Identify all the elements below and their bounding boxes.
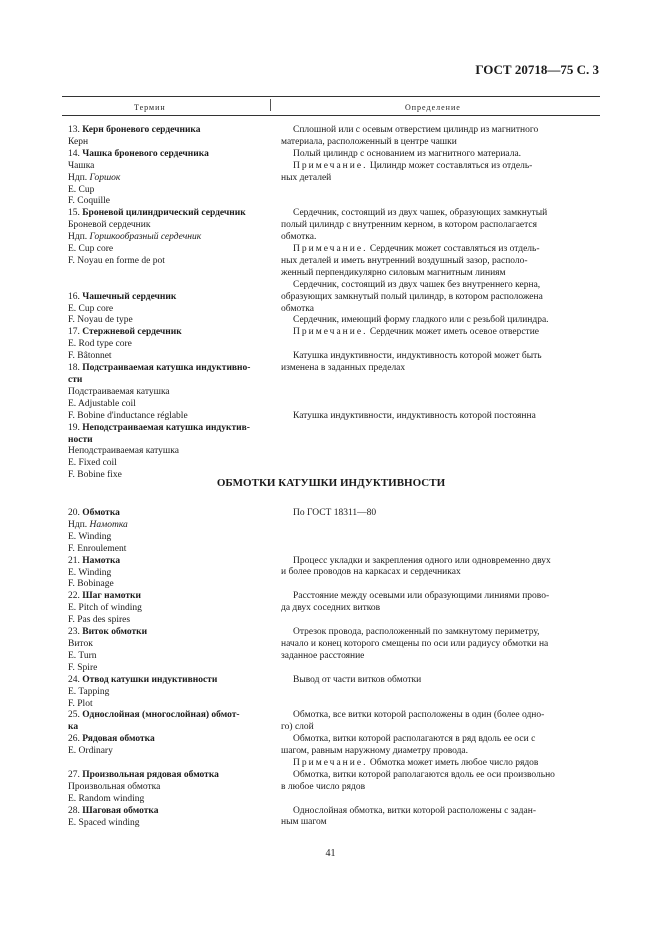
terms-block-2 (68, 508, 268, 829)
text-line (281, 315, 598, 327)
text-line (68, 292, 268, 304)
term-number: 19. (68, 422, 80, 433)
deprecated-prefix: Ндп. (68, 172, 88, 183)
text-line (281, 544, 598, 556)
line-text: F. Bâtonnet (68, 351, 112, 362)
text-line (281, 196, 598, 208)
text-line (281, 173, 598, 185)
terms-block-1 (68, 125, 268, 482)
text-line (68, 699, 268, 711)
text-line (68, 149, 268, 161)
text-line (281, 817, 598, 829)
text-line (68, 734, 268, 746)
line-text: Обмотка, витки которой располагаются в ряд вдоль ее оси с (293, 734, 536, 745)
line-text: в любое число рядов (281, 781, 366, 792)
text-line (68, 639, 268, 651)
line-text: F. Bobinage (68, 579, 114, 590)
term-number: 15. (68, 208, 80, 219)
note-label: Примечание. (293, 757, 368, 768)
line-text: E. Turn (68, 650, 97, 661)
line-text: ных деталей (281, 172, 332, 183)
line-text: E. Ordinary (68, 746, 113, 757)
text-line (68, 770, 268, 782)
line-text: E. Rod type core (68, 339, 132, 350)
term-number: 14. (68, 148, 80, 159)
line-text: Подстраиваемая катушка (68, 386, 170, 397)
line-text: Обмотка, витки которой раполагаются вдоль ее оси произвольно (293, 769, 555, 780)
text-line (281, 532, 598, 544)
text-line (281, 256, 598, 268)
text-line (68, 315, 268, 327)
term-name: Броневой цилиндрический сердечник (82, 208, 246, 219)
header-top-rule (62, 96, 600, 97)
line-text: E. Cup core (68, 244, 114, 255)
text-line (281, 161, 598, 173)
text-line (281, 351, 598, 363)
line-text: F. Plot (68, 698, 93, 709)
text-line (281, 508, 598, 520)
line-text: Отрезок провода, расположенный по замкнутому периметру, (293, 626, 540, 637)
text-line (68, 794, 268, 806)
definitions-block-1 (281, 125, 598, 423)
term-number: 24. (68, 674, 80, 685)
text-line (68, 423, 268, 435)
term-number: 20. (68, 508, 80, 518)
line-text: По ГОСТ 18311—80 (293, 508, 377, 518)
line-text: Броневой сердечник (68, 220, 151, 231)
text-line (281, 722, 598, 734)
document-header: ГОСТ 20718—75 С. 3 (475, 62, 599, 77)
line-text: го) слой (281, 722, 314, 733)
text-line (68, 363, 268, 375)
text-line (68, 208, 268, 220)
term-number: 18. (68, 363, 80, 374)
term-name: Шаговая обмотка (82, 805, 159, 816)
term-name: Подстраиваемая катушка индуктивно- (82, 363, 251, 374)
text-line (68, 268, 268, 280)
line-text: заданное расстояние (281, 650, 365, 661)
text-line (281, 746, 598, 758)
text-line (68, 687, 268, 699)
line-text: изменена в заданных пределах (281, 363, 406, 374)
text-line (68, 544, 268, 556)
term-name: Чашечный сердечник (82, 291, 177, 302)
line-text: Произвольная обмотка (68, 781, 161, 792)
line-text: F. Coquille (68, 196, 110, 207)
line-text: Керн (68, 136, 89, 147)
term-name: Неподстраиваемая катушка индуктив- (82, 422, 250, 433)
term-number: 22. (68, 591, 80, 602)
text-line (281, 770, 598, 782)
term-name: Произвольная рядовая обмотка (82, 769, 219, 780)
term-name: Отвод катушки индуктивности (82, 674, 218, 685)
line-text: Сердечник может составляться из отдель- (367, 244, 540, 255)
text-line (68, 651, 268, 663)
text-line (68, 161, 268, 173)
text-line (68, 603, 268, 615)
line-text: F. Bobine d'inductance réglable (68, 410, 188, 421)
term-number: 16. (68, 291, 80, 302)
term-number: 26. (68, 734, 80, 745)
text-line (68, 627, 268, 639)
line-text: E. Adjustable coil (68, 398, 136, 409)
text-line (281, 651, 598, 663)
text-line (68, 304, 268, 316)
deprecated-term: Намотка (89, 519, 128, 530)
text-line (68, 722, 268, 734)
line-text: Виток (68, 638, 93, 649)
text-line (68, 387, 268, 399)
text-line (281, 280, 598, 292)
text-line (281, 567, 598, 579)
text-line (281, 603, 598, 615)
deprecated-term: Горшок (89, 172, 121, 183)
text-line (68, 232, 268, 244)
term-number: 25. (68, 710, 80, 721)
text-line (68, 520, 268, 532)
text-line (68, 351, 268, 363)
line-text: E. Cup core (68, 303, 114, 314)
line-text: Расстояние между осевыми или образующими линиями прово- (293, 591, 550, 602)
line-text: F. Enroulement (68, 543, 127, 554)
header-bottom-rule (62, 115, 600, 116)
text-line (281, 710, 598, 722)
text-line (281, 615, 598, 627)
text-line (281, 411, 598, 423)
line-text: материала, расположенный в центре чашки (281, 136, 457, 147)
text-line (68, 710, 268, 722)
text-line (68, 568, 268, 580)
term-number: 13. (68, 125, 80, 135)
line-text: Сердечник, состоящий из двух чашек без внутреннего керна, (293, 279, 541, 290)
text-line (281, 244, 598, 256)
term-number: 17. (68, 327, 80, 338)
column-header-term: Термин (134, 103, 166, 112)
text-line (68, 256, 268, 268)
text-line (281, 794, 598, 806)
line-text: Полый цилиндр с основанием из магнитного материала. (293, 148, 522, 159)
text-line (281, 363, 598, 375)
line-text: E. Pitch of winding (68, 603, 142, 614)
line-text: E. Tapping (68, 686, 110, 697)
text-line (68, 615, 268, 627)
text-line (68, 446, 268, 458)
text-line (68, 411, 268, 423)
line-text: ным шагом (281, 817, 327, 828)
text-line (68, 173, 268, 185)
term-name: Чашка броневого сердечника (82, 148, 209, 159)
line-text: обмотка. (281, 232, 317, 243)
column-header-definition: Определение (405, 103, 461, 112)
line-text: F. Noyau de type (68, 315, 133, 326)
text-line (68, 327, 268, 339)
text-line (68, 399, 268, 411)
line-text: Сердечник, состоящий из двух чашек, образующих замкнутый (293, 208, 548, 219)
text-line (68, 185, 268, 197)
text-line (68, 339, 268, 351)
line-text: Однослойная обмотка, витки которой расположены с задан- (293, 805, 536, 816)
text-line (281, 220, 598, 232)
line-text: Катушка индуктивности, индуктивность которой постоянна (293, 410, 536, 421)
text-line (68, 663, 268, 675)
term-number: 21. (68, 555, 80, 566)
term-number: 27. (68, 769, 80, 780)
text-line (281, 137, 598, 149)
text-line (281, 185, 598, 197)
line-text: E. Winding (68, 531, 112, 542)
line-text: F. Bobine fixe (68, 470, 122, 481)
line-text: Вывод от части витков обмотки (293, 674, 422, 685)
line-text: Цилиндр может составляться из отдель- (367, 160, 533, 171)
text-line (281, 375, 598, 387)
line-text: F. Noyau en forme de pot (68, 255, 165, 266)
line-text: шагом, равным наружному диаметру провода. (281, 746, 469, 756)
text-line (68, 458, 268, 470)
term-name: ка (68, 722, 79, 733)
term-name: Стержневой сердечник (82, 327, 182, 338)
note-label: Примечание. (293, 244, 368, 255)
text-line (68, 818, 268, 830)
line-text: женный перпендикулярно силовым магнитным линиям (281, 267, 506, 278)
column-divider (270, 99, 271, 111)
line-text: полый цилиндр с внутренним керном, в котором располагается (281, 220, 538, 231)
text-line (281, 399, 598, 411)
term-name: Однослойная (многослойная) обмот- (82, 710, 240, 721)
text-line (281, 758, 598, 770)
deprecated-prefix: Ндп. (68, 232, 88, 243)
line-text: Чашка (68, 160, 95, 171)
line-text: Процесс укладки и закрепления одного или одновременно двух (293, 555, 551, 566)
text-line (281, 591, 598, 603)
term-name: Виток обмотки (82, 627, 148, 638)
text-line (281, 149, 598, 161)
text-line (68, 591, 268, 603)
text-line (281, 304, 598, 316)
term-name: Шаг намотки (82, 591, 141, 602)
text-line (281, 339, 598, 351)
section-title: ОБМОТКИ КАТУШКИ ИНДУКТИВНОСТИ (216, 477, 446, 489)
text-line (281, 327, 598, 339)
text-line (281, 782, 598, 794)
line-text: да двух соседних витков (281, 603, 381, 614)
text-line (68, 556, 268, 568)
line-text: Сердечник может иметь осевое отверстие (367, 327, 540, 338)
line-text: образующих замкнутый полый цилиндр, в котором расположена (281, 291, 543, 302)
term-name: Обмотка (82, 508, 120, 518)
term-name: ности (68, 434, 93, 445)
term-name: Рядовая обмотка (82, 734, 155, 745)
line-text: F. Pas des spires (68, 615, 131, 626)
text-line (281, 639, 598, 651)
text-line (281, 663, 598, 675)
term-number: 28. (68, 805, 80, 816)
text-line (68, 137, 268, 149)
line-text: Обмотка, все витки которой расположены в один (более одно- (293, 710, 545, 721)
text-line (68, 125, 268, 137)
text-line (281, 268, 598, 280)
text-line (68, 508, 268, 520)
text-line (68, 782, 268, 794)
text-line (68, 579, 268, 591)
line-text: E. Random winding (68, 793, 145, 804)
line-text: Неподстраиваемая катушка (68, 446, 179, 457)
term-name: сти (68, 375, 83, 385)
text-line (281, 579, 598, 591)
text-line (281, 125, 598, 137)
text-line (68, 435, 268, 447)
term-number: 23. (68, 627, 80, 638)
line-text: начало и конец которого смещены по оси или радиусу обмотки на (281, 638, 549, 649)
line-text: Обмотка может иметь любое число рядов (367, 757, 539, 768)
text-line (68, 806, 268, 818)
text-line (281, 208, 598, 220)
text-line (281, 675, 598, 687)
term-name: Намотка (82, 555, 121, 566)
text-line (68, 244, 268, 256)
line-text: обмотка (281, 303, 314, 314)
line-text: ных деталей и иметь внутренний воздушный зазор, располо- (281, 255, 528, 266)
page-number: 41 (325, 848, 336, 859)
line-text: Сердечник, имеющий форму гладкого или с резьбой цилиндра. (293, 315, 549, 326)
note-label: Примечание. (293, 160, 368, 171)
text-line (281, 806, 598, 818)
note-label: Примечание. (293, 327, 368, 338)
text-line (68, 196, 268, 208)
line-text: Катушка индуктивности, индуктивность которой может быть (293, 351, 542, 362)
definitions-block-2 (281, 508, 598, 829)
text-line (68, 220, 268, 232)
term-name: Керн броневого сердечника (82, 125, 201, 135)
line-text: E. Cup (68, 184, 95, 195)
line-text: E. Winding (68, 567, 112, 578)
text-line (281, 734, 598, 746)
line-text: E. Spaced winding (68, 817, 140, 828)
text-line (281, 687, 598, 699)
line-text: и более проводов на каркасах и сердечниках (281, 567, 461, 578)
line-text: F. Spire (68, 662, 98, 673)
text-line (68, 675, 268, 687)
text-line (68, 532, 268, 544)
text-line (281, 698, 598, 710)
text-line (68, 758, 268, 770)
text-line (68, 746, 268, 758)
text-line (68, 280, 268, 292)
text-line (281, 232, 598, 244)
text-line (281, 627, 598, 639)
line-text: E. Fixed coil (68, 458, 117, 469)
text-line (281, 520, 598, 532)
text-line (281, 387, 598, 399)
text-line (68, 375, 268, 387)
text-line (281, 556, 598, 568)
deprecated-prefix: Ндп. (68, 519, 88, 530)
deprecated-term: Горшкообразный сердечник (89, 232, 202, 243)
text-line (281, 292, 598, 304)
line-text: Сплошной или с осевым отверстием цилиндр из магнитного (293, 125, 539, 135)
